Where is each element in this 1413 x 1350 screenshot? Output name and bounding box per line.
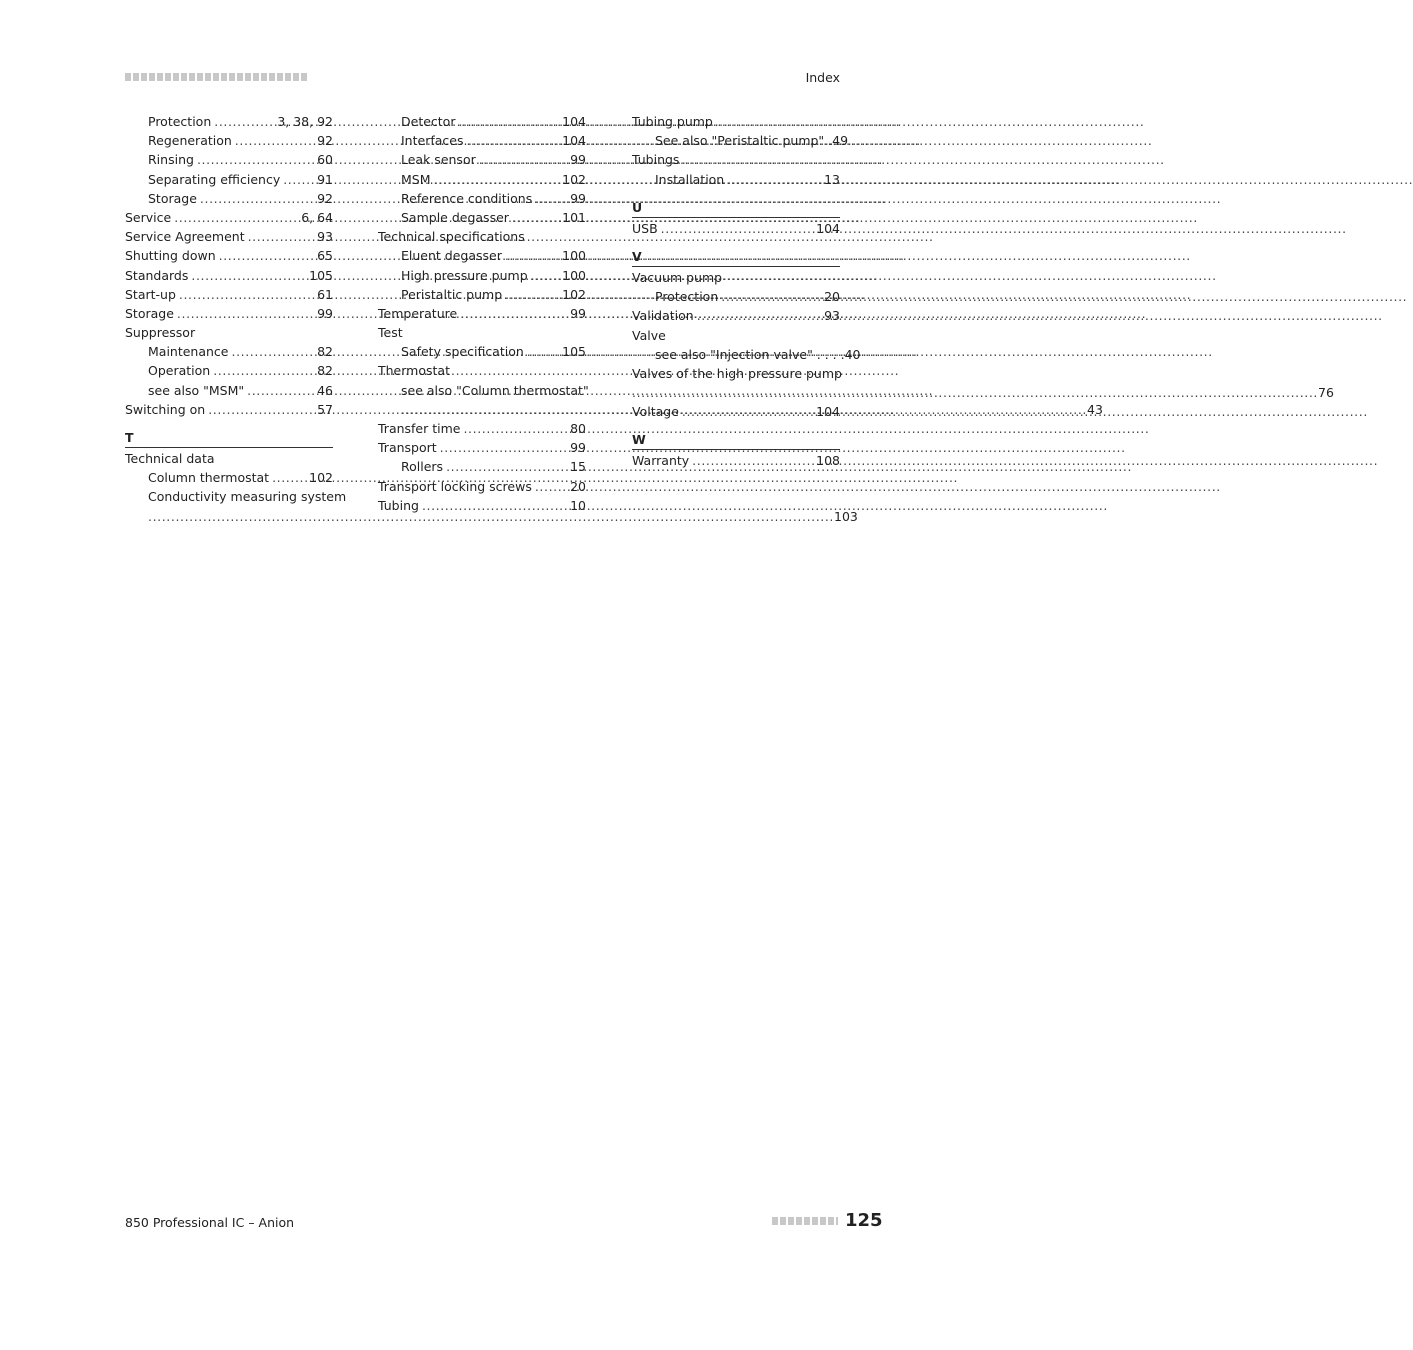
section-title: Index <box>805 70 840 85</box>
index-heading-entry: Test <box>378 325 403 341</box>
index-entry: Transport locking screws ..... 20 <box>378 477 586 496</box>
index-letter-heading: T <box>125 430 333 448</box>
index-entry: Eluent degasser ..... 100 <box>378 246 586 265</box>
index-entry: Storage ..... 92 <box>125 189 333 208</box>
index-entry: Separating efficiency ..... 91 <box>125 170 333 189</box>
index-entry: USB ..... 104 <box>632 219 840 238</box>
index-entry: Transport ..... 99 <box>378 438 586 457</box>
index-heading-entry: Tubing pump <box>632 114 713 129</box>
index-heading-entry: Valve <box>632 327 666 343</box>
index-entry: Sample degasser ..... 101 <box>378 208 586 227</box>
index-entry: See also "Peristaltic pump" . 49 <box>655 133 849 149</box>
index-entry: Peristaltic pump ..... 102 <box>378 285 586 304</box>
index-entry: Protection ..... 3, 38, 92 <box>125 112 333 131</box>
index-entry-continuation: ..... 76 <box>632 383 840 402</box>
index-entry: see also "MSM" ..... 46 <box>125 381 333 400</box>
index-entry: Voltage ..... 104 <box>632 402 840 421</box>
index-entry: High pressure pump ..... 100 <box>378 266 586 285</box>
index-entry: Reference conditions ..... 99 <box>378 189 586 208</box>
index-entry-text: Conductivity measuring system <box>148 489 347 505</box>
index-entry: Temperature ..... 99 <box>378 304 586 323</box>
index-entry: Maintenance ..... 82 <box>125 342 333 361</box>
index-entry: Switching on ..... 57 <box>125 400 333 419</box>
index-entry-text: Valves of the high pressure pump <box>632 365 842 381</box>
index-entry: Operation ..... 82 <box>125 361 333 380</box>
index-letter-heading: U <box>632 200 840 218</box>
index-entry: Regeneration ..... 92 <box>125 131 333 150</box>
index-entry: Warranty ..... 108 <box>632 451 840 470</box>
index-entry-text: see also "Column thermostat" <box>401 382 589 398</box>
index-entry: Installation ..... 13 <box>632 170 840 189</box>
index-letter-heading: V <box>632 249 840 267</box>
index-entry: Leak sensor ..... 99 <box>378 150 586 169</box>
index-entry: Tubing ..... 10 <box>378 496 586 515</box>
index-entry: Start-up ..... 61 <box>125 285 333 304</box>
index-letter-heading: W <box>632 432 840 450</box>
index-entry: see also "Injection valve" . . . . 40 <box>655 346 861 362</box>
index-entry-continuation: ..... 103 <box>125 507 333 526</box>
index-entry: Column thermostat ..... 102 <box>125 468 333 487</box>
header-decoration <box>125 73 307 81</box>
index-heading-entry: Technical data <box>125 451 215 466</box>
index-entry: Safety specification ..... 105 <box>378 342 586 361</box>
index-entry: Rinsing ..... 60 <box>125 150 333 169</box>
index-entry: Validation ..... 93 <box>632 306 840 325</box>
index-entry: Service Agreement ..... 93 <box>125 227 333 246</box>
index-entry: Detector ..... 104 <box>378 112 586 131</box>
index-entry: Protection ..... 20 <box>632 287 840 306</box>
footer-decoration <box>772 1217 838 1225</box>
page-number: 125 <box>845 1210 883 1231</box>
index-heading-entry: Tubings <box>632 152 680 168</box>
index-entry: Service ..... 6, 64 <box>125 208 333 227</box>
index-heading-entry: Thermostat <box>378 363 450 379</box>
index-entry: Rollers ..... 15 <box>378 457 586 476</box>
index-entry-continuation: ..... 43 <box>378 400 586 419</box>
index-heading-entry: Vacuum pump <box>632 269 723 285</box>
footer-document-title: 850 Professional IC – Anion <box>125 1215 295 1230</box>
index-entry: Storage ..... 99 <box>125 304 333 323</box>
index-entry: Shutting down ..... 65 <box>125 246 333 265</box>
index-entry: Standards ..... 105 <box>125 266 333 285</box>
index-heading-entry: Suppressor <box>125 325 196 341</box>
index-entry: Transfer time ..... 80 <box>378 419 586 438</box>
index-entry: Interfaces ..... 104 <box>378 131 586 150</box>
index-entry: MSM ..... 102 <box>378 170 586 189</box>
index-heading-entry: Technical specifications <box>378 229 525 245</box>
